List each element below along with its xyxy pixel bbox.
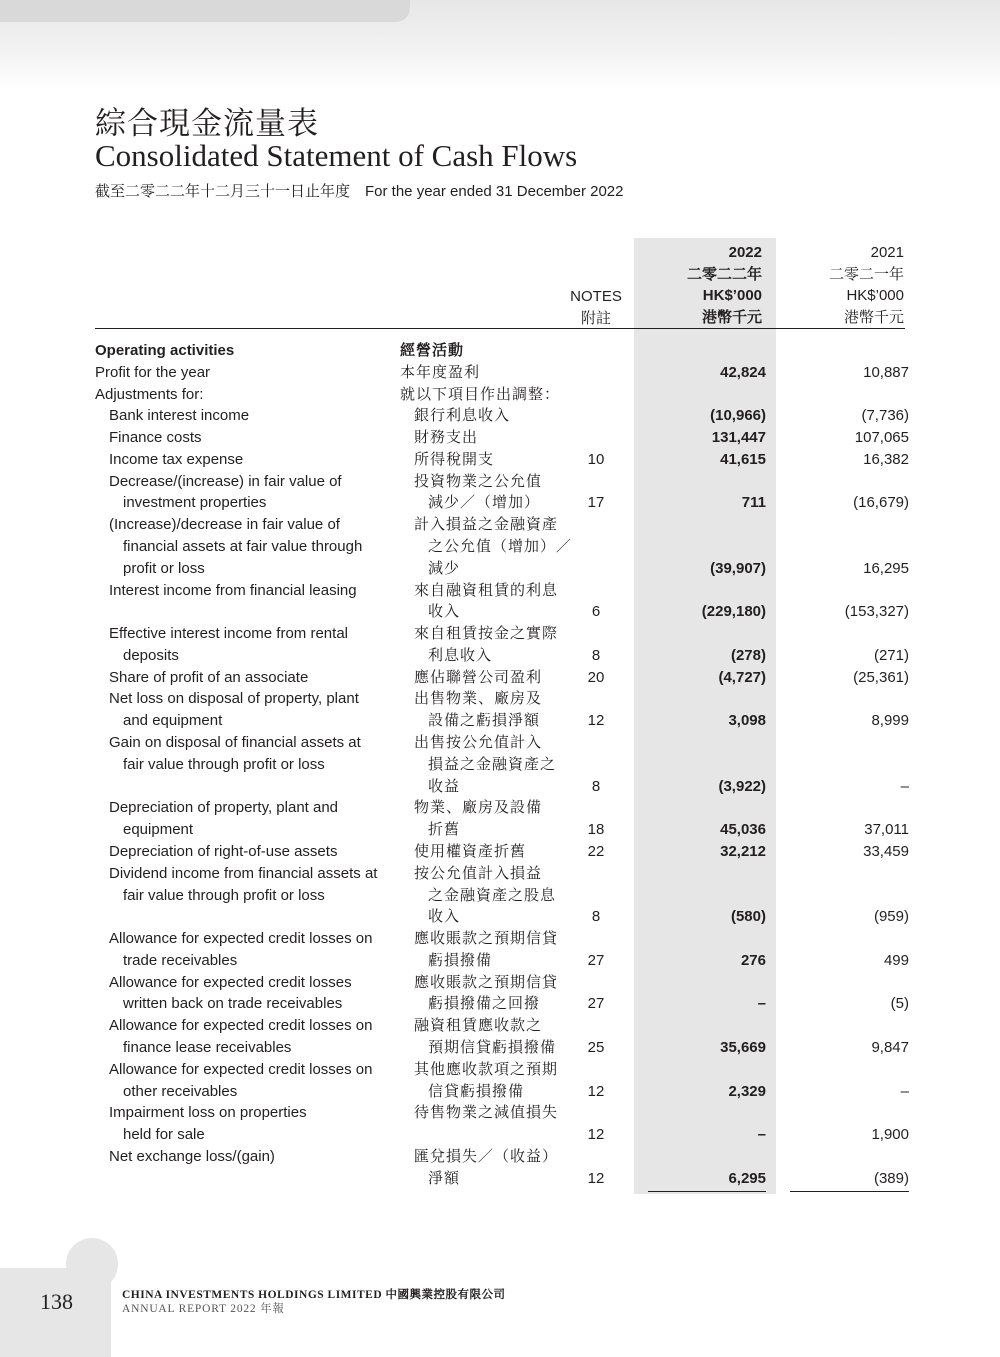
value-2021: (271) (873, 646, 909, 664)
row-label-zh: 使用權資產折舊 (414, 842, 527, 860)
row-label-en: Interest income from financial leasing (109, 581, 357, 599)
table-row (0, 623, 1000, 645)
table-row (0, 340, 1000, 362)
value-2021: (5) (890, 995, 909, 1013)
row-label-en: Depreciation of right-of-use assets (109, 842, 338, 860)
table-row (0, 449, 1000, 471)
row-label-en: fair value through profit or loss (123, 755, 325, 773)
note-ref: 20 (587, 668, 605, 686)
row-label-zh: 減少 (428, 559, 461, 577)
table-row (0, 427, 1000, 449)
page-title-zh: 綜合現金流量表 (95, 106, 319, 142)
value-2021: – (900, 1082, 909, 1100)
row-label-en: other receivables (123, 1082, 238, 1100)
row-label-zh: 收入 (428, 603, 461, 621)
value-2021: 16,382 (863, 450, 909, 468)
notes-header-en: NOTES (570, 288, 622, 305)
row-label-zh: 融資租賃應收款之 (414, 1017, 543, 1035)
value-2022: (10,966) (710, 407, 766, 425)
year-2022-column-header (640, 242, 762, 329)
value-2021: 9,847 (871, 1038, 909, 1056)
value-2022: 3,098 (728, 712, 766, 730)
year-2022-label-zh: 二零二二年 (686, 265, 762, 283)
value-2021: (25,361) (853, 668, 909, 686)
table-row (0, 1146, 1000, 1168)
value-2022: 41,615 (720, 450, 766, 468)
row-label-en: trade receivables (123, 951, 238, 969)
note-ref: 12 (587, 1082, 605, 1100)
year-2022-unit: HK$’000 (702, 287, 762, 305)
value-2022: – (757, 995, 766, 1013)
row-label-en: profit or loss (123, 559, 205, 577)
row-label-zh: 就以下項目作出調整： (400, 385, 561, 403)
value-2022: 276 (740, 951, 766, 969)
value-2021: 1,900 (871, 1126, 909, 1144)
note-ref: 8 (591, 908, 601, 926)
row-label-en: (Increase)/decrease in fair value of (109, 516, 340, 534)
table-row (0, 1124, 1000, 1146)
table-row (0, 1081, 1000, 1103)
notes-column-header (560, 286, 632, 329)
company-name: CHINA INVESTMENTS HOLDINGS LIMITED 中國興業控股有限公司 (122, 1289, 506, 1301)
year-2021-label-zh: 二零二一年 (828, 265, 904, 283)
note-ref: 27 (587, 995, 605, 1013)
table-row (0, 384, 1000, 406)
row-label-zh: 應佔聯營公司盈利 (414, 668, 543, 686)
row-label-en: fair value through profit or loss (123, 886, 325, 904)
notes-header-zh: 附註 (580, 309, 611, 327)
table-row (0, 514, 1000, 536)
row-label-zh: 收入 (428, 908, 461, 926)
row-label-zh: 計入損益之金融資產 (414, 516, 559, 534)
table-row (0, 471, 1000, 493)
table-row (0, 928, 1000, 950)
table-row (0, 754, 1000, 776)
value-2022: (278) (730, 646, 766, 664)
value-2021: 8,999 (871, 712, 909, 730)
note-ref: 27 (587, 951, 605, 969)
row-label-zh: 按公允值計入損益 (414, 864, 543, 882)
table-row (0, 688, 1000, 710)
row-label-zh: 淨額 (428, 1169, 461, 1187)
row-label-zh: 之金融資產之股息 (428, 886, 557, 904)
table-row (0, 950, 1000, 972)
row-label-en: Allowance for expected credit losses on (109, 1060, 373, 1078)
note-ref: 8 (591, 646, 601, 664)
row-label-en: Net exchange loss/(gain) (109, 1147, 275, 1165)
note-ref: 25 (587, 1038, 605, 1056)
row-label-zh: 預期信貸虧損撥備 (428, 1038, 557, 1056)
row-label-zh: 出售物業、廠房及 (414, 690, 543, 708)
row-label-zh: 經營活動 (400, 342, 465, 359)
row-label-en: Net loss on disposal of property, plant (109, 690, 359, 708)
table-row (0, 1102, 1000, 1124)
year-2022-label: 2022 (728, 244, 762, 261)
row-label-en: Operating activities (95, 342, 235, 359)
value-2022: 35,669 (720, 1038, 766, 1056)
total-rule-2022 (648, 1191, 766, 1192)
note-ref: 17 (587, 494, 605, 512)
row-label-en: deposits (123, 646, 179, 664)
note-ref: 10 (587, 450, 605, 468)
value-2021: (7,736) (861, 407, 909, 425)
value-2022: 2,329 (728, 1082, 766, 1100)
row-label-zh: 物業、廠房及設備 (414, 799, 543, 817)
row-label-zh: 收益 (428, 777, 461, 795)
row-label-zh: 利息收入 (428, 646, 493, 664)
row-label-en: Dividend income from financial assets at (109, 864, 378, 882)
row-label-zh: 財務支出 (414, 429, 479, 447)
value-2021: 10,887 (863, 363, 909, 381)
table-row (0, 580, 1000, 602)
note-ref: 12 (587, 1126, 605, 1144)
table-row (0, 710, 1000, 732)
row-label-en: Effective interest income from rental (109, 625, 348, 643)
table-row (0, 776, 1000, 798)
year-2022-unit-zh: 港幣千元 (701, 309, 762, 327)
table-row (0, 841, 1000, 863)
value-2022: (3,922) (718, 777, 766, 795)
value-2022: 45,036 (720, 821, 766, 839)
note-ref: 12 (587, 712, 605, 730)
row-label-zh: 應收賬款之預期信貸 (414, 973, 559, 991)
value-2021: 16,295 (863, 559, 909, 577)
page-number: 138 (40, 1289, 73, 1314)
row-label-en: Depreciation of property, plant and (109, 799, 339, 817)
note-ref: 8 (591, 777, 601, 795)
row-label-en: written back on trade receivables (123, 995, 343, 1013)
table-row (0, 645, 1000, 667)
table-row (0, 558, 1000, 580)
report-name: ANNUAL REPORT 2022 年報 (122, 1303, 285, 1315)
row-label-en: Bank interest income (109, 407, 250, 425)
row-label-en: Decrease/(increase) in fair value of (109, 472, 342, 490)
value-2021: (153,327) (844, 603, 909, 621)
value-2021: 107,065 (854, 429, 909, 447)
table-row (0, 885, 1000, 907)
value-2022: 32,212 (720, 842, 766, 860)
value-2022: (580) (730, 908, 766, 926)
row-label-en: Gain on disposal of financial assets at (109, 734, 361, 752)
row-label-zh: 之公允值（增加）／ (428, 538, 573, 556)
table-row (0, 405, 1000, 427)
table-row (0, 797, 1000, 819)
note-ref: 22 (587, 842, 605, 860)
row-label-en: Impairment loss on properties (109, 1104, 307, 1122)
row-label-en: Adjustments for: (95, 385, 204, 403)
row-label-zh: 來自租賃按金之實際 (414, 625, 559, 643)
row-label-zh: 本年度盈利 (400, 363, 481, 381)
table-row (0, 972, 1000, 994)
table-row (0, 667, 1000, 689)
note-ref: 6 (591, 603, 601, 621)
note-ref: 18 (587, 821, 605, 839)
table-row (0, 536, 1000, 558)
total-rule-2021 (790, 1191, 909, 1192)
table-row (0, 1037, 1000, 1059)
row-label-zh: 出售按公允值計入 (414, 734, 543, 752)
row-label-en: finance lease receivables (123, 1038, 292, 1056)
year-2021-unit: HK$’000 (846, 287, 904, 305)
row-label-zh: 損益之金融資產之 (428, 755, 557, 773)
value-2022: – (757, 1126, 766, 1144)
row-label-zh: 其他應收款項之預期 (414, 1060, 559, 1078)
row-label-zh: 投資物業之公允值 (414, 472, 543, 490)
row-label-zh: 虧損撥備之回撥 (428, 995, 541, 1013)
header-divider (95, 328, 905, 329)
row-label-zh: 減少／（增加） (428, 494, 541, 512)
row-label-en: Allowance for expected credit losses on (109, 1017, 373, 1035)
row-label-zh: 應收賬款之預期信貸 (414, 930, 559, 948)
value-2021: – (900, 777, 909, 795)
year-2021-unit-zh: 港幣千元 (843, 309, 904, 327)
row-label-en: held for sale (123, 1126, 205, 1144)
value-2022: 6,295 (728, 1169, 766, 1187)
row-label-en: Profit for the year (95, 363, 211, 381)
table-row (0, 906, 1000, 928)
row-label-zh: 虧損撥備 (428, 951, 493, 969)
table-row (0, 492, 1000, 514)
value-2022: (4,727) (718, 668, 766, 686)
row-label-zh: 匯兌損失／（收益） (414, 1147, 559, 1165)
value-2021: 33,459 (863, 842, 909, 860)
row-label-en: financial assets at fair value through (123, 538, 363, 556)
row-label-en: and equipment (123, 712, 223, 730)
value-2022: 42,824 (720, 363, 766, 381)
page-subtitle: 截至二零二二年十二月三十一日止年度 For the year ended 31 December 2022 (95, 183, 624, 200)
table-row (0, 601, 1000, 623)
value-2021: (959) (873, 908, 909, 926)
value-2022: (39,907) (710, 559, 766, 577)
year-2021-label: 2021 (870, 244, 904, 261)
value-2021: 37,011 (864, 821, 909, 839)
value-2021: 499 (883, 951, 909, 969)
table-row (0, 863, 1000, 885)
value-2022: 131,447 (711, 429, 766, 447)
row-label-zh: 設備之虧損淨額 (428, 712, 541, 730)
value-2022: 711 (741, 494, 766, 512)
row-label-zh: 所得稅開支 (414, 450, 495, 468)
row-label-zh: 來自融資租賃的利息 (414, 581, 559, 599)
row-label-en: Share of profit of an associate (109, 668, 309, 686)
row-label-en: Income tax expense (109, 450, 244, 468)
row-label-zh: 折舊 (428, 821, 461, 839)
row-label-en: Allowance for expected credit losses on (109, 930, 373, 948)
row-label-en: investment properties (123, 494, 267, 512)
table-row (0, 993, 1000, 1015)
value-2021: (389) (873, 1169, 909, 1187)
table-row (0, 819, 1000, 841)
row-label-en: Allowance for expected credit losses (109, 973, 352, 991)
table-row (0, 732, 1000, 754)
top-decorative-tab (0, 0, 410, 22)
table-row (0, 362, 1000, 384)
row-label-zh: 銀行利息收入 (414, 407, 511, 425)
row-label-en: Finance costs (109, 429, 202, 447)
note-ref: 12 (587, 1169, 605, 1187)
table-row (0, 1015, 1000, 1037)
row-label-zh: 信貸虧損撥備 (428, 1082, 525, 1100)
value-2021: (16,679) (853, 494, 909, 512)
year-2021-column-header (780, 242, 904, 329)
page-title-en: Consolidated Statement of Cash Flows (95, 138, 578, 173)
table-row (0, 1168, 1000, 1190)
value-2022: (229,180) (701, 603, 766, 621)
row-label-zh: 待售物業之減值損失 (414, 1104, 559, 1122)
table-row (0, 1059, 1000, 1081)
row-label-en: equipment (123, 821, 194, 839)
